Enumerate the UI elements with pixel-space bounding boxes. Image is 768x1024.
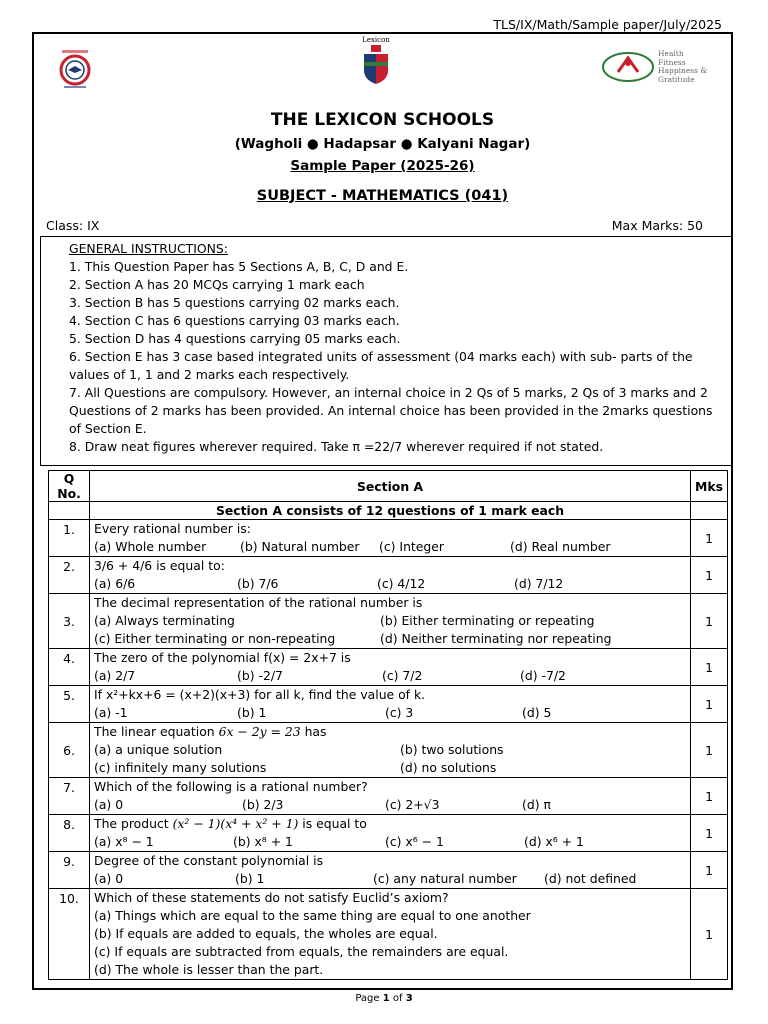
question-marks: 1 bbox=[691, 889, 728, 980]
expression: (x² − 1)(x⁴ + x² + 1) bbox=[172, 816, 299, 831]
option-c: (c) 3 bbox=[385, 705, 414, 720]
table-row bbox=[49, 520, 728, 557]
question-text: Which of the following is a rational number? bbox=[94, 779, 368, 794]
page-frame bbox=[32, 32, 733, 990]
option-a: (a) Always terminating bbox=[94, 613, 235, 628]
option-b: (b) x⁸ + 1 bbox=[233, 834, 293, 849]
max-marks-label: Max Marks: 50 bbox=[611, 218, 703, 233]
page-number: 1 bbox=[382, 993, 390, 1004]
col-qno-header: Q No. bbox=[49, 471, 90, 502]
question-marks: 1 bbox=[691, 852, 728, 889]
table-row bbox=[49, 557, 728, 594]
question-marks: 1 bbox=[691, 778, 728, 815]
question-text: Degree of the constant polynomial is bbox=[94, 853, 324, 868]
page-footer: Page 1 of 3 bbox=[355, 993, 413, 1004]
question-number: 9. bbox=[49, 852, 90, 889]
question-marks: 1 bbox=[691, 594, 728, 649]
questions-table bbox=[48, 470, 728, 980]
table-row bbox=[49, 778, 728, 815]
table-row bbox=[49, 686, 728, 723]
option-d: (d) not defined bbox=[544, 871, 637, 886]
question-number: 10. bbox=[49, 889, 90, 980]
question-number: 2. bbox=[49, 557, 90, 594]
option-a: (a) 2/7 bbox=[94, 668, 136, 683]
school-emblem-left bbox=[52, 46, 98, 92]
question-text: The product (x² − 1)(x⁴ + x² + 1) is equal to bbox=[94, 816, 367, 831]
option-d: (d) π bbox=[522, 797, 551, 812]
option-d: (d) no solutions bbox=[400, 760, 497, 775]
crest-label: Lexicon bbox=[362, 36, 390, 44]
option-d: (d) -7/2 bbox=[520, 668, 566, 683]
question-number: 6. bbox=[49, 723, 90, 778]
option-a: (a) Whole number bbox=[94, 539, 207, 554]
table-header-row bbox=[49, 471, 728, 502]
question-number: 5. bbox=[49, 686, 90, 723]
option-a: (a) 0 bbox=[94, 871, 124, 886]
option-a: (a) 6/6 bbox=[94, 576, 136, 591]
campus-list: (Wagholi ● Hadapsar ● Kalyani Nagar) bbox=[234, 136, 531, 152]
instruction-item: 7. All Questions are compulsory. However, an internal choice in 2 Qs of 5 marks, 2 Qs of 3 marks and 2 Questions of 2 marks has been provided. An internal choice has been provided in the 2marks questions of Section E. bbox=[69, 385, 713, 436]
question-marks: 1 bbox=[691, 723, 728, 778]
option-b: (b) Either terminating or repeating bbox=[380, 613, 595, 628]
equation: 6x − 2y = 23 bbox=[218, 724, 301, 739]
paper-title: Sample Paper (2025-26) bbox=[290, 158, 475, 174]
col-section-header: Section A bbox=[90, 471, 691, 502]
question-text: The zero of the polynomial f(x) = 2x+7 is bbox=[94, 650, 351, 665]
instruction-item: 1. This Question Paper has 5 Sections A, B, C, D and E. bbox=[69, 259, 409, 274]
option-b: (b) Natural number bbox=[240, 539, 360, 554]
instructions-heading: GENERAL INSTRUCTIONS: bbox=[69, 241, 228, 256]
instruction-item: 3. Section B has 5 questions carrying 02 marks each. bbox=[69, 295, 400, 310]
option-c: (c) Either terminating or non-repeating bbox=[94, 631, 336, 646]
question-text: Every rational number is: bbox=[94, 521, 251, 536]
option-d: (d) The whole is lesser than the part. bbox=[94, 962, 324, 977]
instruction-item: 6. Section E has 3 case based integrated units of assessment (04 marks each) with sub- parts of the values of 1, 1 and 2 marks each respectively. bbox=[69, 349, 693, 382]
question-text: 3/6 + 4/6 is equal to: bbox=[94, 558, 225, 573]
option-c: (c) Integer bbox=[379, 539, 444, 554]
option-d: (d) 7/12 bbox=[514, 576, 564, 591]
class-marks-row bbox=[46, 218, 703, 233]
general-instructions-box bbox=[40, 236, 732, 466]
section-note: Section A consists of 12 questions of 1 mark each bbox=[90, 502, 691, 520]
table-row bbox=[49, 723, 728, 778]
option-c: (c) any natural number bbox=[373, 871, 517, 886]
question-number: 1. bbox=[49, 520, 90, 557]
lexicon-crest-logo bbox=[352, 36, 400, 96]
instruction-item: 2. Section A has 20 MCQs carrying 1 mark each bbox=[69, 277, 365, 292]
table-row bbox=[49, 815, 728, 852]
option-a: (a) 0 bbox=[94, 797, 124, 812]
subject-title: SUBJECT - MATHEMATICS (041) bbox=[256, 188, 509, 204]
table-row bbox=[49, 594, 728, 649]
school-name: THE LEXICON SCHOOLS bbox=[270, 110, 495, 130]
table-row bbox=[49, 649, 728, 686]
option-b: (b) two solutions bbox=[400, 742, 504, 757]
question-number: 7. bbox=[49, 778, 90, 815]
question-number: 3. bbox=[49, 594, 90, 649]
instruction-item: 5. Section D has 4 questions carrying 05 marks each. bbox=[69, 331, 401, 346]
section-note-row bbox=[49, 502, 728, 520]
option-a: (a) Things which are equal to the same thing are equal to one another bbox=[94, 908, 531, 923]
question-number: 4. bbox=[49, 649, 90, 686]
wellness-tagline: Health Fitness Happiness & Gratitude bbox=[658, 49, 708, 84]
option-c: (c) infinitely many solutions bbox=[94, 760, 267, 775]
option-c: (c) x⁶ − 1 bbox=[385, 834, 444, 849]
question-marks: 1 bbox=[691, 686, 728, 723]
instruction-item: 8. Draw neat figures wherever required. Take π =22/7 wherever required if not stated. bbox=[69, 439, 604, 454]
option-a: (a) a unique solution bbox=[94, 742, 223, 757]
option-d: (d) 5 bbox=[522, 705, 552, 720]
option-b: (b) 2/3 bbox=[242, 797, 284, 812]
document-reference: TLS/IX/Math/Sample paper/July/2025 bbox=[493, 17, 722, 32]
option-c: (c) 4/12 bbox=[377, 576, 426, 591]
option-c: (c) If equals are subtracted from equals, the remainders are equal. bbox=[94, 944, 509, 959]
option-d: (d) Real number bbox=[510, 539, 611, 554]
col-marks-header: Mks bbox=[691, 471, 728, 502]
question-number: 8. bbox=[49, 815, 90, 852]
option-a: (a) x⁸ − 1 bbox=[94, 834, 154, 849]
question-marks: 1 bbox=[691, 520, 728, 557]
instruction-item: 4. Section C has 6 questions carrying 03 marks each. bbox=[69, 313, 400, 328]
page-total: 3 bbox=[405, 993, 413, 1004]
table-row bbox=[49, 889, 728, 980]
class-label: Class: IX bbox=[46, 218, 100, 233]
option-b: (b) If equals are added to equals, the wholes are equal. bbox=[94, 926, 438, 941]
option-b: (b) -2/7 bbox=[237, 668, 283, 683]
question-text: The decimal representation of the rational number is bbox=[94, 595, 423, 610]
option-b: (b) 7/6 bbox=[237, 576, 279, 591]
option-a: (a) -1 bbox=[94, 705, 128, 720]
option-d: (d) x⁶ + 1 bbox=[524, 834, 584, 849]
option-b: (b) 1 bbox=[237, 705, 267, 720]
option-c: (c) 7/2 bbox=[382, 668, 423, 683]
question-marks: 1 bbox=[691, 557, 728, 594]
option-c: (c) 2+√3 bbox=[385, 797, 440, 812]
question-text: The linear equation 6x − 2y = 23 has bbox=[94, 724, 327, 739]
question-text: Which of these statements do not satisfy Euclid’s axiom? bbox=[94, 890, 449, 905]
wellness-logo-right bbox=[600, 48, 730, 88]
table-row bbox=[49, 852, 728, 889]
option-d: (d) Neither terminating nor repeating bbox=[380, 631, 612, 646]
question-text: If x²+kx+6 = (x+2)(x+3) for all k, find the value of k. bbox=[94, 687, 426, 702]
question-marks: 1 bbox=[691, 815, 728, 852]
option-b: (b) 1 bbox=[235, 871, 265, 886]
question-marks: 1 bbox=[691, 649, 728, 686]
